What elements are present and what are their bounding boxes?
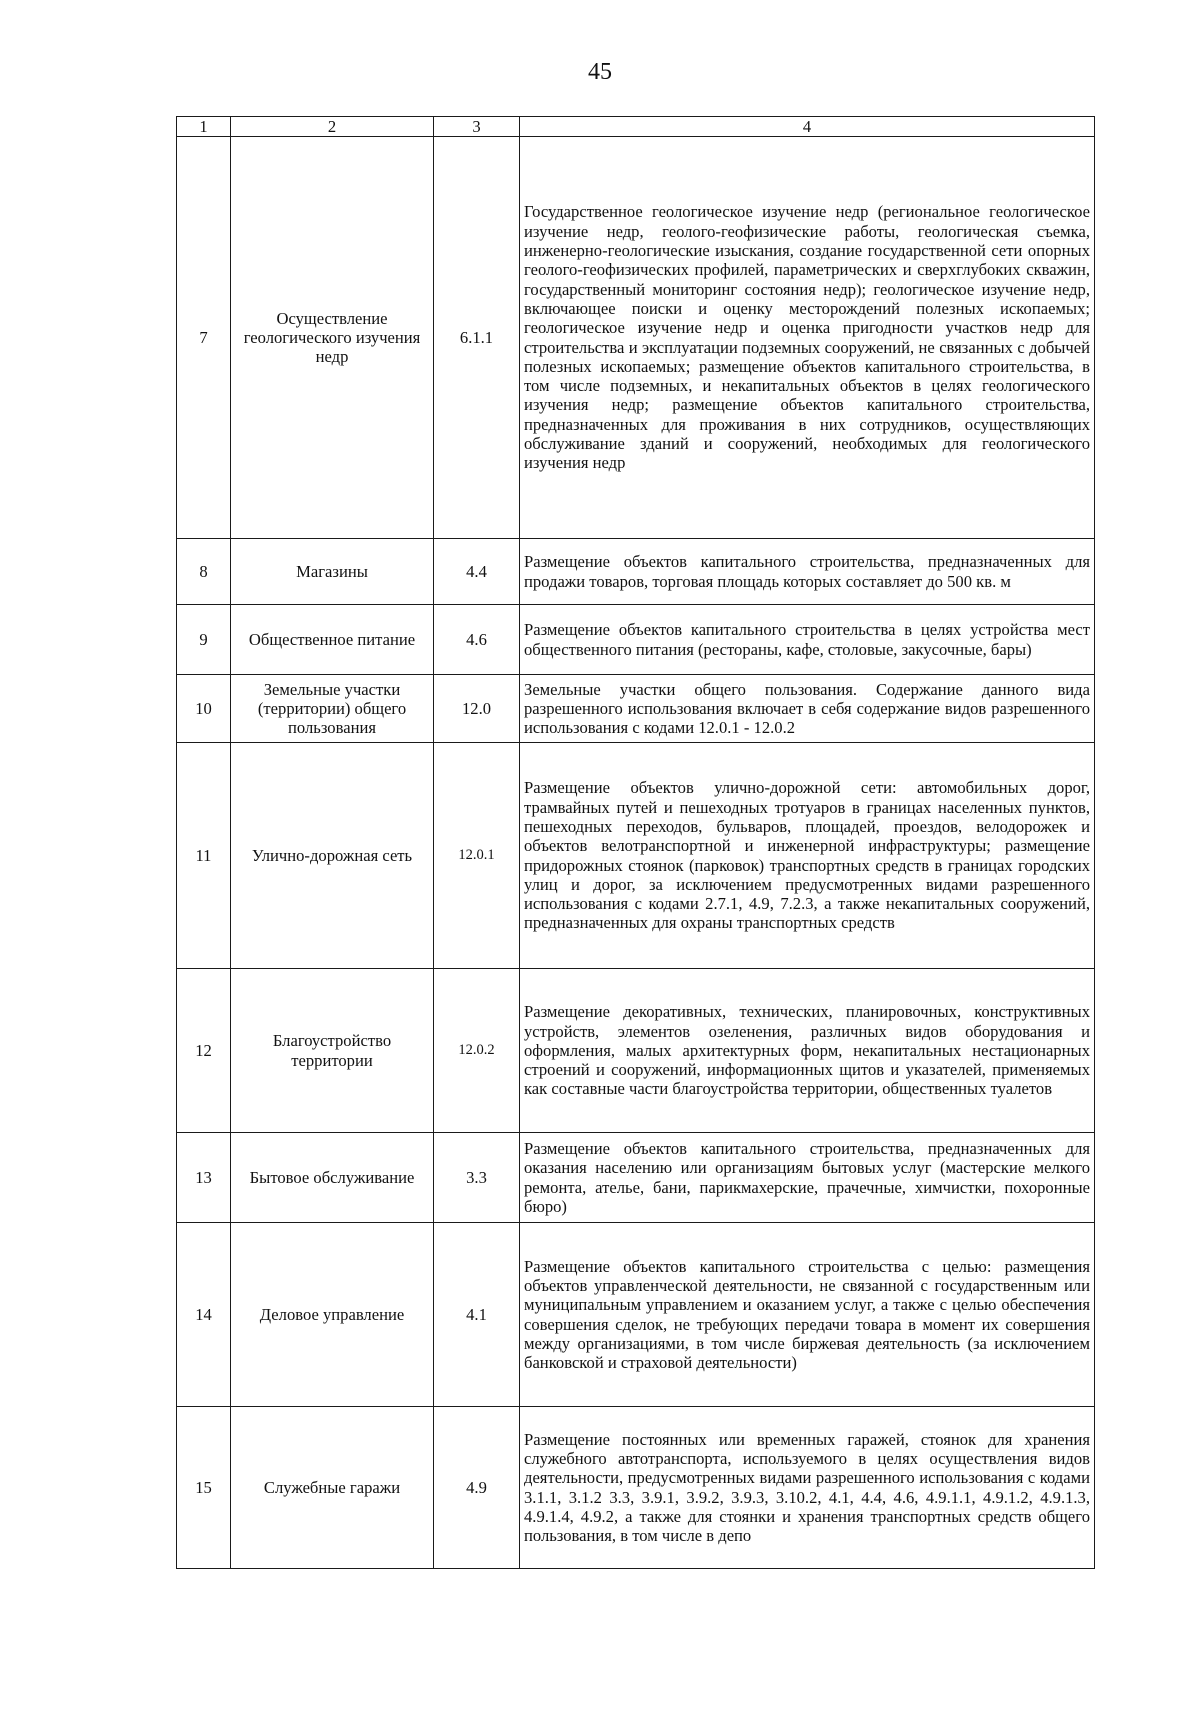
land-use-description: Размещение объектов улично-дорожной сети: автомобильных дорог, трамвайных путей и пешеходных тротуаров в границах населенных пунктов, пешеходных переходов, бульваров, площадей, проездов, велодорожек и объектов велотранспортной и инженерной инфраструктуры; размещение придорожных стоянок (парковок) транспортных средств в границах городских улиц и дорог, за исключением предусмотренных видами разрешенного использования с кодами 2.7.1, 4.9, 7.2.3, а также некапитальных сооружений, предназначенных для охраны транспортных средств [520,743,1095,969]
row-number: 10 [177,675,231,743]
land-use-code: 3.3 [434,1133,520,1223]
land-use-table [176,116,1095,1569]
row-number: 14 [177,1223,231,1407]
row-number: 11 [177,743,231,969]
land-use-description: Размещение объектов капитального строительства в целях устройства мест общественного питания (рестораны, кафе, столовые, закусочные, бары) [520,605,1095,675]
row-number: 8 [177,539,231,605]
land-use-name: Благоустройство территории [231,969,434,1133]
table-row [177,137,1095,539]
land-use-code: 6.1.1 [434,137,520,539]
land-use-description: Земельные участки общего пользования. Содержание данного вида разрешенного использования включает в себя содержание видов разрешенного использования с кодами 12.0.1 - 12.0.2 [520,675,1095,743]
land-use-name: Земельные участки (территории) общего пользования [231,675,434,743]
table-row [177,539,1095,605]
land-use-description: Размещение объектов капитального строительства, предназначенных для продажи товаров, торговая площадь которых составляет до 500 кв. м [520,539,1095,605]
land-use-name: Улично-дорожная сеть [231,743,434,969]
table-row [177,675,1095,743]
land-use-name: Деловое управление [231,1223,434,1407]
land-use-name: Бытовое обслуживание [231,1133,434,1223]
land-use-description: Размещение объектов капитального строительства с целью: размещения объектов управленческой деятельности, не связанной с государственным или муниципальным управлением и оказанием услуг, а также с целью обеспечения совершения сделок, не требующих передачи товара в момент их совершения между организациями, в том числе биржевая деятельность (за исключением банковской и страховой деятельности) [520,1223,1095,1407]
table-row [177,969,1095,1133]
row-number: 13 [177,1133,231,1223]
header-cell-col2: 2 [231,117,434,137]
row-number: 12 [177,969,231,1133]
land-use-code: 12.0 [434,675,520,743]
row-number: 15 [177,1407,231,1569]
land-use-name: Общественное питание [231,605,434,675]
land-use-name: Служебные гаражи [231,1407,434,1569]
table-row [177,1407,1095,1569]
land-use-description: Размещение постоянных или временных гаражей, стоянок для хранения служебного автотранспорта, используемого в целях осуществления видов деятельности, предусмотренных видами разрешенного использования с кодами 3.1.1, 3.1.2 3.3, 3.9.1, 3.9.2, 3.9.3, 3.10.2, 4.1, 4.4, 4.6, 4.9.1.1, 4.9.1.2, 4.9.1.3, 4.9.1.4, 4.9.2, а также для стоянки и хранения транспортных средств общего пользования, в том числе в депо [520,1407,1095,1569]
row-number: 9 [177,605,231,675]
header-cell-col1: 1 [177,117,231,137]
header-cell-col4: 4 [520,117,1095,137]
land-use-code: 4.6 [434,605,520,675]
table-row [177,605,1095,675]
land-use-code: 4.9 [434,1407,520,1569]
land-use-name: Осуществление геологического изучения недр [231,137,434,539]
header-cell-col3: 3 [434,117,520,137]
row-number: 7 [177,137,231,539]
land-use-description: Размещение декоративных, технических, планировочных, конструктивных устройств, элементов озеленения, различных видов оборудования и оформления, малых архитектурных форм, некапитальных нестационарных строений и сооружений, информационных щитов и указателей, применяемых как составные части благоустройства территории, общественных туалетов [520,969,1095,1133]
land-use-name: Магазины [231,539,434,605]
land-use-code: 12.0.2 [434,969,520,1133]
land-use-description: Государственное геологическое изучение недр (региональное геологическое изучение недр, геолого-геофизические работы, геологическая съемка, инженерно-геологические изыскания, создание государственной сети опорных геолого-геофизических профилей, параметрических и сверхглубоких скважин, государственный мониторинг состояния недр); геологическое изучение недр, включающее поиски и оценку месторождений полезных ископаемых; геологическое изучение недр и оценка пригодности участков недр для строительства и эксплуатации подземных сооружений, не связанных с добычей полезных ископаемых; размещение объектов капитального строительства, в том числе подземных, и некапитальных объектов в целях геологического изучения недр; размещение объектов капитального строительства, предназначенных для проживания в них сотрудников, осуществляющих обслуживание зданий и сооружений, необходимых для геологического изучения недр [520,137,1095,539]
land-use-code: 4.4 [434,539,520,605]
table-row [177,1133,1095,1223]
table-row [177,1223,1095,1407]
page-number: 45 [588,59,612,85]
land-use-code: 12.0.1 [434,743,520,969]
table-row [177,743,1095,969]
table-header-row [177,117,1095,137]
land-use-code: 4.1 [434,1223,520,1407]
land-use-description: Размещение объектов капитального строительства, предназначенных для оказания населению или организациям бытовых услуг (мастерские мелкого ремонта, ателье, бани, парикмахерские, прачечные, химчистки, похоронные бюро) [520,1133,1095,1223]
